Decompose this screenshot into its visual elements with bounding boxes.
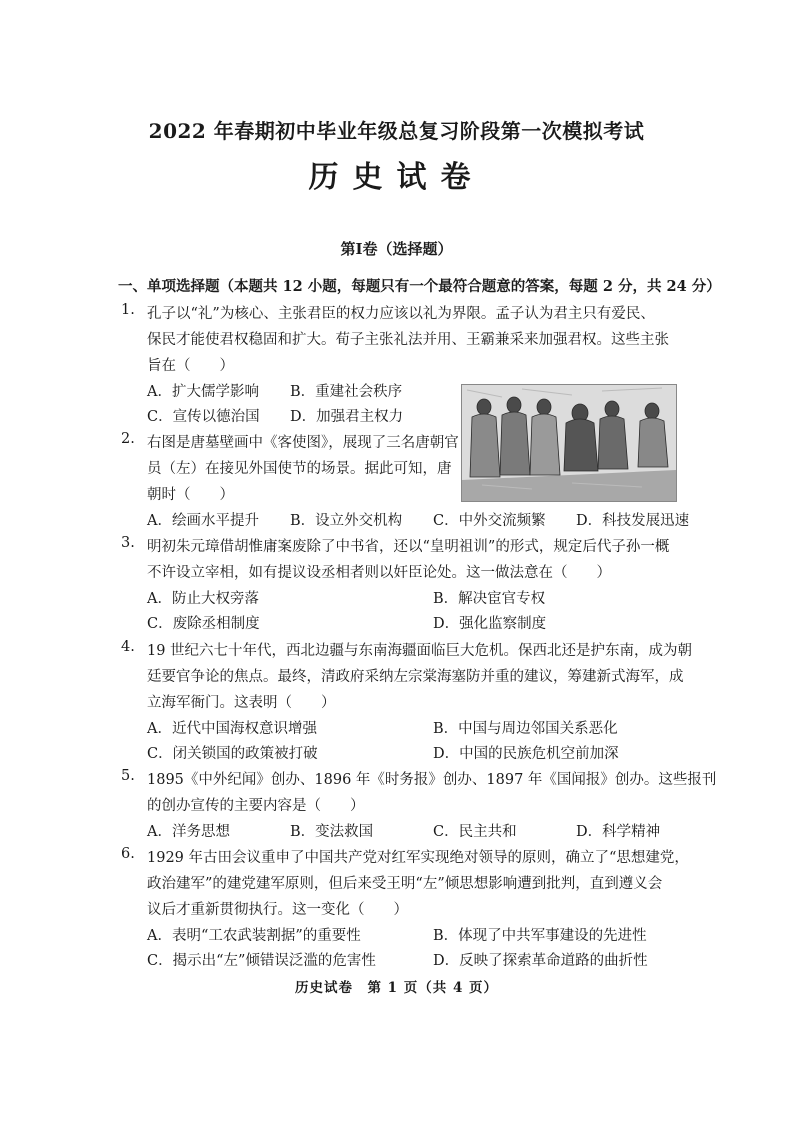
question-text-line: 廷要官争论的焦点。最终，清政府采纳左宗棠海塞防并重的建议，筹建新式海军，成	[147, 669, 684, 685]
question-number: 2.	[121, 431, 135, 447]
option-a[interactable]: A．防止大权旁落	[147, 591, 259, 607]
question-number: 4.	[121, 639, 135, 655]
question-text-line: 1895《中外纪闻》创办、1896 年《时务报》创办、1897 年《国闻报》创办。这些报刊	[147, 772, 717, 788]
option-b[interactable]: B．中国与周边邻国关系恶化	[433, 721, 618, 737]
page-footer: 历史试卷 第 1 页（共 4 页）	[294, 980, 499, 996]
question-text-line: 保民才能使君权稳固和扩大。荀子主张礼法并用、王霸兼采来加强君权。这些主张	[147, 332, 669, 348]
question-number: 6.	[121, 846, 135, 862]
question-text-line: 旨在（ ）	[147, 358, 234, 374]
question-text-line: 的创办宣传的主要内容是（ ）	[147, 798, 365, 814]
option-b[interactable]: B．重建社会秩序	[290, 384, 403, 400]
exam-title: 2022 年春期初中毕业年级总复习阶段第一次模拟考试	[148, 119, 645, 143]
option-a[interactable]: A．扩大儒学影响	[147, 384, 259, 400]
exam-subtitle: 历史试卷	[308, 160, 485, 195]
question-text-line: 议后才重新贯彻执行。这一变化（ ）	[147, 902, 408, 918]
tang-mural-image	[461, 384, 677, 502]
question-number: 5.	[121, 768, 135, 784]
option-b[interactable]: B．设立外交机构	[290, 513, 403, 529]
option-d[interactable]: D．强化监察制度	[433, 616, 547, 632]
question-text-line: 右图是唐墓壁画中《客使图》，展现了三名唐朝官	[147, 435, 459, 451]
option-d[interactable]: D．反映了探索革命道路的曲折性	[433, 953, 648, 969]
option-c[interactable]: C．宣传以德治国	[147, 409, 260, 425]
option-a[interactable]: A．洋务思想	[147, 824, 230, 840]
option-a[interactable]: A．绘画水平提升	[147, 513, 259, 529]
question-text-line: 朝时（ ）	[147, 487, 234, 503]
option-b[interactable]: B．体现了中共军事建设的先进性	[433, 928, 647, 944]
option-b[interactable]: B．解决宦官专权	[433, 591, 546, 607]
option-c[interactable]: C．废除丞相制度	[147, 616, 260, 632]
option-a[interactable]: A．近代中国海权意识增强	[147, 721, 317, 737]
option-c[interactable]: C．民主共和	[433, 824, 517, 840]
question-number: 1.	[121, 302, 135, 318]
option-d[interactable]: D．科技发展迅速	[576, 513, 690, 529]
option-c[interactable]: C．中外交流频繁	[433, 513, 546, 529]
question-text-line: 孔子以“礼”为核心、主张君臣的权力应该以礼为界限。孟子认为君主只有爱民、	[147, 306, 655, 322]
option-b[interactable]: B．变法救国	[290, 824, 374, 840]
question-text-line: 不许设立宰相，如有提议设丞相者则以奸臣论处。这一做法意在（ ）	[147, 565, 611, 581]
part-heading: 一、单项选择题（本题共 12 小题，每题只有一个最符合题意的答案，每题 2 分，共 24 分）	[118, 278, 721, 295]
option-d[interactable]: D．中国的民族危机空前加深	[433, 746, 619, 762]
question-text-line: 立海军衙门。这表明（ ）	[147, 695, 336, 711]
section-title: 第Ⅰ卷（选择题）	[340, 240, 453, 258]
option-d[interactable]: D．科学精神	[576, 824, 661, 840]
question-text-line: 19 世纪六七十年代，西北边疆与东南海疆面临巨大危机。保西北还是护东南，成为朝	[147, 643, 693, 659]
question-text-line: 明初朱元璋借胡惟庸案废除了中书省，还以“皇明祖训”的形式，规定后代子孙一概	[147, 539, 670, 555]
option-a[interactable]: A．表明“工农武装割据”的重要性	[147, 928, 361, 944]
option-d[interactable]: D．加强君主权力	[290, 409, 404, 425]
question-text-line: 1929 年古田会议重申了中国共产党对红军实现绝对领导的原则，确立了“思想建党，	[147, 850, 689, 866]
option-c[interactable]: C．闭关锁国的政策被打破	[147, 746, 318, 762]
question-text-line: 员（左）在接见外国使节的场景。据此可知，唐	[147, 461, 452, 477]
question-text-line: 政治建军”的建党建军原则，但后来受王明“左”倾思想影响遭到批判，直到遵义会	[147, 876, 663, 892]
question-number: 3.	[121, 535, 135, 551]
option-c[interactable]: C．揭示出“左”倾错误泛滥的危害性	[147, 953, 376, 969]
